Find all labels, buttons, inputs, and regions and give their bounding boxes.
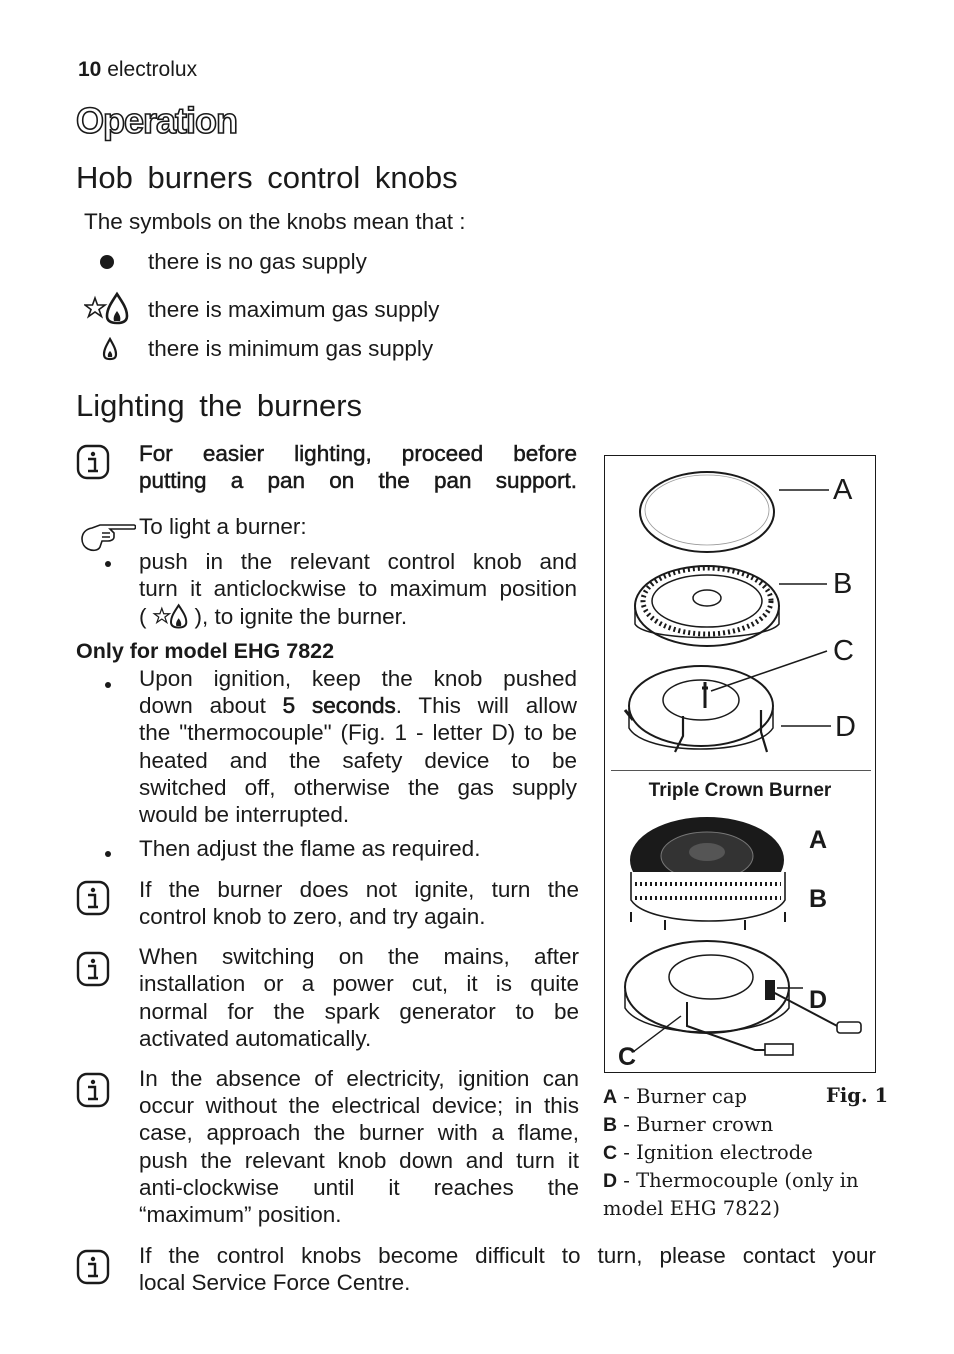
info-icon [76,951,110,987]
step2-line4: heated and the safety device to be [139,748,577,773]
bullet-icon [105,851,111,857]
step2-line2-post: . This will allow [395,693,577,718]
step3-text: Then adjust the flame as required. [139,836,481,861]
legend-item-d-cont: model EHG 7822) [603,1197,780,1220]
step2-line6: would be interrupted. [139,802,350,827]
note-easier-lighting-line2: putting a pan on the pan support. [139,468,577,493]
fig-label-c-top: C [833,635,854,667]
note-no-electricity-line6: “maximum” position. [139,1202,342,1227]
note-no-electricity-line4: push the relevant knob down and turn it [139,1148,579,1173]
note-knobs-difficult-line1: If the control knobs become difficult to turn, please contact your [139,1243,876,1268]
note-no-electricity-line5: anti-clockwise until it reaches the [139,1175,579,1200]
symbol-text-no-gas: there is no gas supply [148,249,367,274]
step2-line2-pre: down about [139,693,266,718]
step2-line5: switched off, otherwise the gas supply [139,775,577,800]
fig-label-a-top: A [833,474,853,506]
figure-legend [603,1083,859,1222]
min-flame-icon [102,337,118,361]
page-number: 10 [78,58,102,81]
legend-item-d: D - Thermocouple (only in [603,1169,859,1192]
step1-line3-open: ( [139,604,147,629]
step2-seconds: 5 seconds [282,693,396,718]
note-mains-line3: normal for the spark generator to be [139,999,579,1024]
bullet-icon [105,561,111,567]
step2-line1: Upon ignition, keep the knob pushed [139,666,577,691]
step1-line3-close: ), to ignite the burner. [194,604,408,629]
note-no-electricity-line1: In the absence of electricity, ignition can [139,1066,579,1091]
to-light-intro: To light a burner: [139,514,307,539]
brand-name: electrolux [107,58,198,81]
burner-assembly-diagram [605,812,874,1072]
info-icon [76,1249,110,1285]
symbols-intro: The symbols on the knobs mean that : [84,209,466,234]
fig-label-d-bottom: D [809,986,828,1014]
step1-line2: turn it anticlockwise to maximum position [139,576,577,601]
legend-item-c: C - Ignition electrode [603,1141,813,1164]
page-title: Operation [76,100,238,141]
legend-item-b: B - Burner crown [603,1113,774,1136]
filled-dot-icon [100,255,114,269]
note-not-ignite-line2: control knob to zero, and try again. [139,904,486,929]
section-heading-lighting: Lighting the burners [76,388,363,423]
info-icon [76,880,110,916]
note-easier-lighting-line1: For easier lighting, proceed before [139,441,577,466]
note-mains-line1: When switching on the mains, after [139,944,579,969]
figure-divider [611,770,871,771]
note-no-electricity-line3: case, approach the burner with a flame, [139,1120,579,1145]
page-header [78,58,197,82]
figure-caption-title: Triple Crown Burner [648,780,832,801]
max-flame-icon [84,291,130,325]
fig-label-b-top: B [833,568,853,600]
bullet-icon [105,682,111,688]
step2-line3: the "thermocouple" (Fig. 1 - letter D) to be [139,720,577,745]
note-mains-line4: activated automatically. [139,1026,372,1051]
figure-box [604,455,876,1073]
note-knobs-difficult-line2: local Service Force Centre. [139,1270,411,1295]
fig-label-c-bottom: C [618,1043,637,1071]
step1-line1: push in the relevant control knob and [139,549,577,574]
model-heading: Only for model EHG 7822 [76,639,335,663]
symbol-text-min-gas: there is minimum gas supply [148,336,434,361]
section-heading-knobs: Hob burners control knobs [76,160,458,195]
pointing-hand-icon [80,519,136,553]
fig-label-a-bottom: A [809,826,828,854]
info-icon [76,444,110,480]
symbol-text-max-gas: there is maximum gas supply [148,297,440,322]
step1-line3 [139,603,407,630]
fig-label-d-top: D [835,711,856,743]
max-flame-icon [148,603,194,629]
step2-line2 [139,692,577,719]
fig-label-b-bottom: B [809,885,828,913]
note-no-electricity-line2: occur without the electrical device; in this [139,1093,579,1118]
note-not-ignite-line1: If the burner does not ignite, turn the [139,877,579,902]
legend-item-a: A - Burner cap [603,1085,747,1108]
info-icon [76,1072,110,1108]
figure-reference: Fig. 1 [826,1084,889,1107]
note-mains-line2: installation or a power cut, it is quite [139,971,579,996]
